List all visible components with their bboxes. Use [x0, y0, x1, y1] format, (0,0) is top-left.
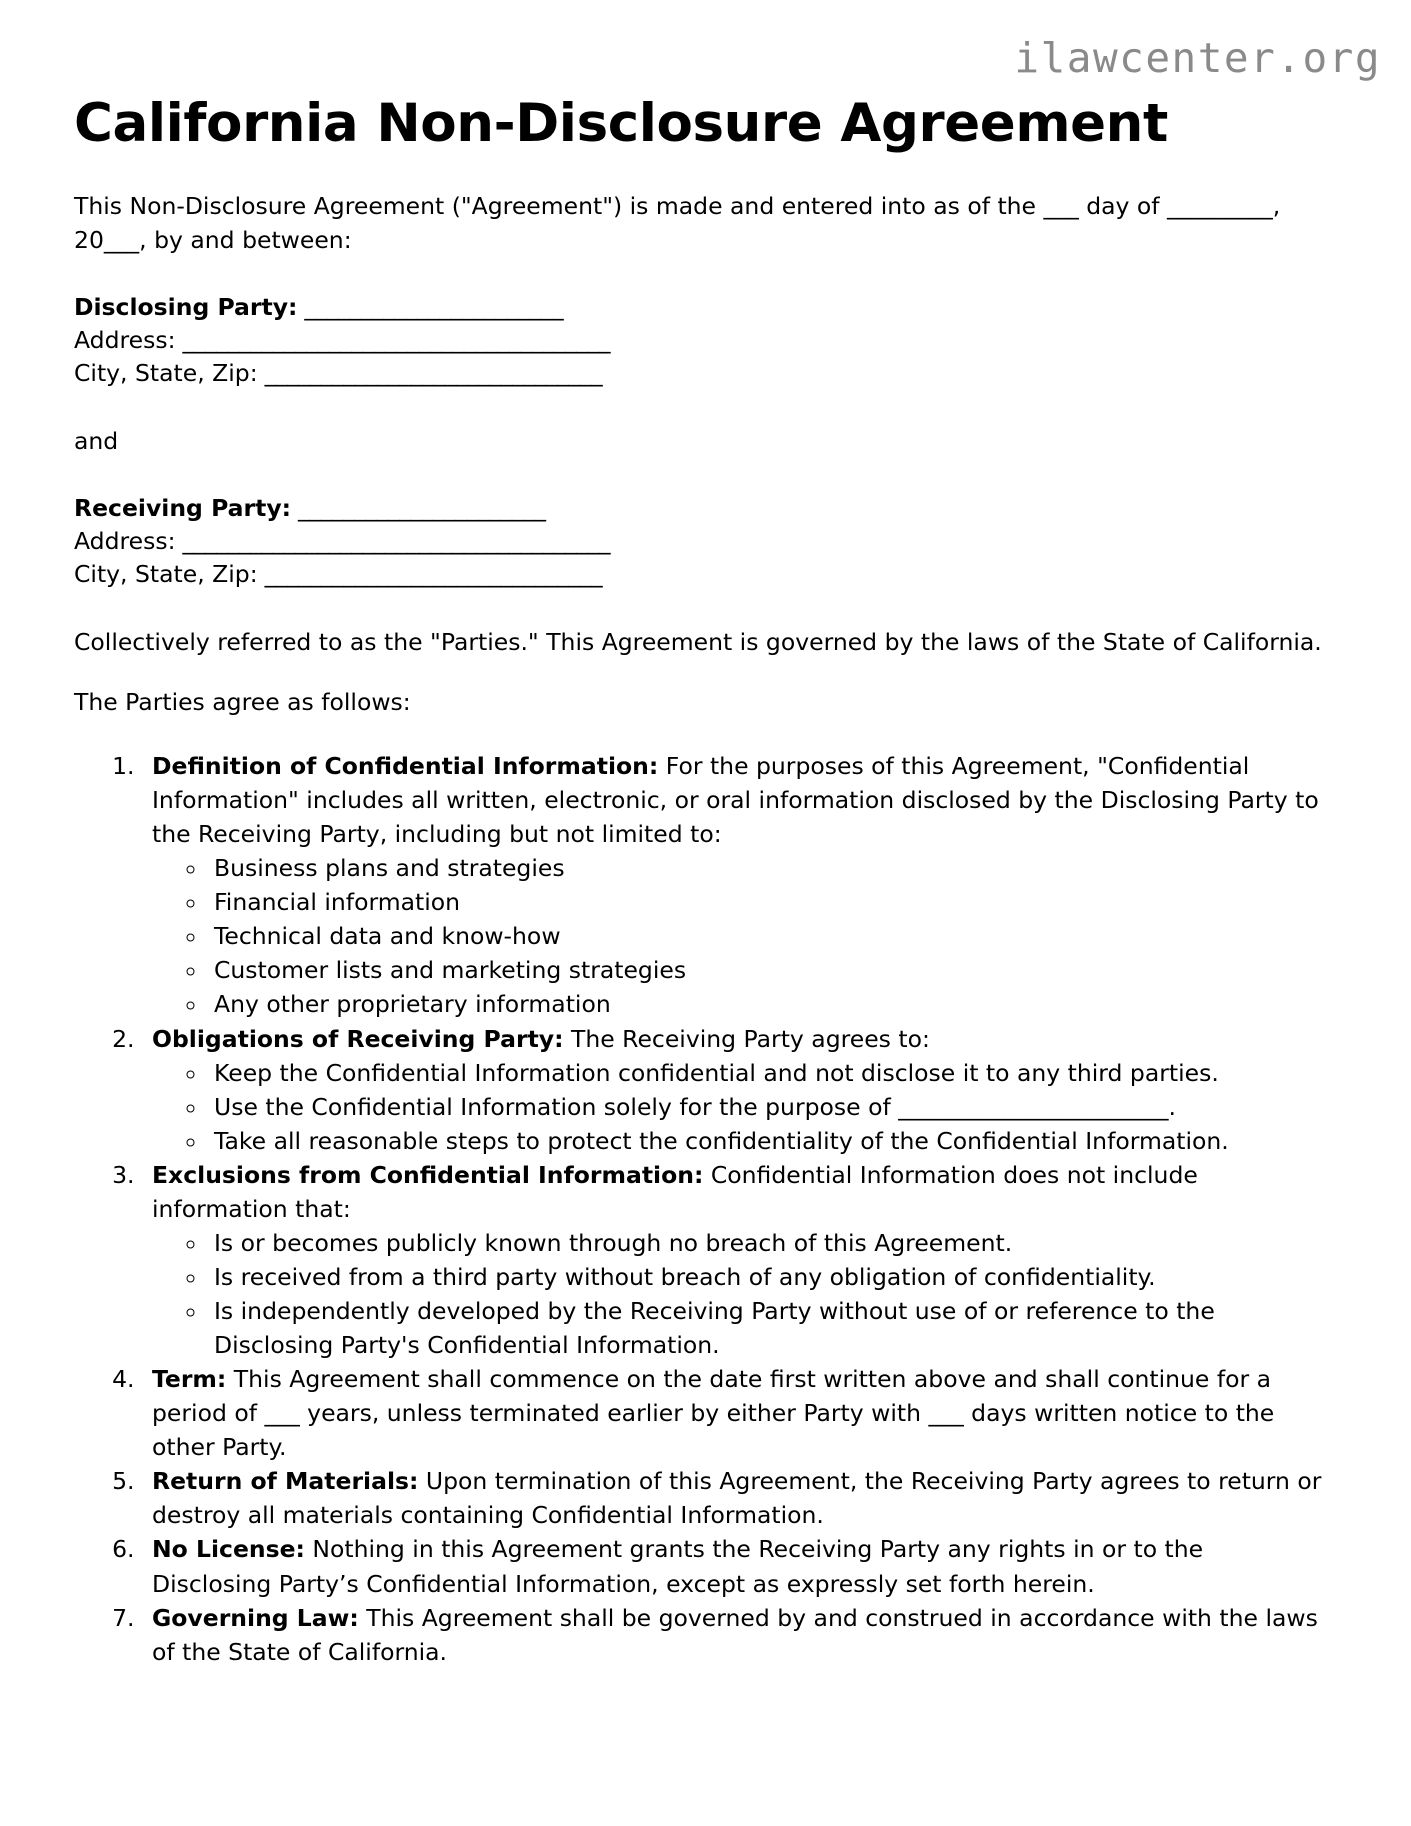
- clause-title: No License:: [152, 1535, 305, 1564]
- clause-subitem: ◦ Financial information: [208, 885, 1325, 919]
- receiving-party-label: Receiving Party:: [74, 494, 292, 523]
- receiving-party-address-line: [74, 525, 1325, 558]
- site-watermark: ilawcenter.org: [1014, 34, 1381, 82]
- spacer: [74, 458, 1325, 492]
- disclosing-party-address-blank[interactable]: ______________________________________: [175, 326, 610, 355]
- disclosing-party-name-blank[interactable]: _______________________: [297, 293, 564, 322]
- clause-subitem: ◦ Is or becomes publicly known through no breach of this Agreement.: [208, 1226, 1325, 1260]
- clause-subitem: ◦ Any other proprietary information: [208, 987, 1325, 1021]
- clause-body: Confidential Information does not include information that:: [152, 1160, 1198, 1223]
- receiving-party-name-line: [74, 492, 1325, 525]
- clause-body: Upon termination of this Agreement, the Receiving Party agrees to return or destroy all materials containing Confidential Information.: [152, 1467, 1322, 1530]
- clause-body: This Agreement shall be governed by and construed in accordance with the laws of the State of California.: [152, 1603, 1318, 1666]
- clause-item: [142, 1158, 1325, 1362]
- clause-title: Obligations of Receiving Party:: [152, 1024, 564, 1053]
- disclosing-party-city-blank[interactable]: ______________________________: [257, 359, 603, 388]
- clause-body: For the purposes of this Agreement, "Confidential Information" includes all written, electronic, or oral information disclosed by the Disclosing Party to the Receiving Party, including but not limited to:: [152, 752, 1319, 849]
- clause-subitem: ◦ Keep the Confidential Information confidential and not disclose it to any third parties.: [208, 1056, 1325, 1090]
- spacer: [74, 257, 1325, 291]
- clause-body: Nothing in this Agreement grants the Receiving Party any rights in or to the Disclosing Party’s Confidential Information, except as expressly set forth herein.: [152, 1535, 1204, 1598]
- spacer: [74, 659, 1325, 685]
- receiving-party-city-line: [74, 558, 1325, 591]
- clause-item: [142, 1601, 1325, 1669]
- clause-body: The Receiving Party agrees to:: [563, 1024, 930, 1053]
- conjunction-and: and: [74, 427, 119, 456]
- clause-sublist: [152, 851, 1325, 1021]
- clause-item: [142, 749, 1325, 1022]
- clause-item: [142, 1022, 1325, 1158]
- page-title: California Non-Disclosure Agreement: [74, 93, 1168, 154]
- clause-subitem: ◦ Technical data and know-how: [208, 919, 1325, 953]
- spacer: [74, 390, 1325, 424]
- clause-item: [142, 1464, 1325, 1532]
- disclosing-party-label: Disclosing Party:: [74, 293, 298, 322]
- clause-subitem: ◦ Use the Confidential Information solely for the purpose of _______________________.: [208, 1090, 1325, 1124]
- agree-lead-paragraph: The Parties agree as follows:: [74, 687, 411, 716]
- clause-item: [142, 1362, 1325, 1464]
- receiving-party-address-blank[interactable]: ______________________________________: [175, 527, 610, 556]
- receiving-party-name-blank[interactable]: ______________________: [291, 494, 546, 523]
- clause-title: Term:: [152, 1365, 227, 1394]
- receiving-party-address-label: Address:: [74, 527, 176, 556]
- clause-subitem: ◦ Is independently developed by the Receiving Party without use of or reference to the Disclosing Party's Confidential Information.: [208, 1294, 1325, 1362]
- clause-sublist: [152, 1056, 1325, 1158]
- disclosing-party-city-label: City, State, Zip:: [74, 359, 258, 388]
- receiving-party-city-blank[interactable]: ______________________________: [257, 560, 603, 588]
- collectively-paragraph: Collectively referred to as the "Parties." This Agreement is governed by the laws of the State of California.: [74, 627, 1322, 656]
- clause-title: Governing Law:: [152, 1603, 359, 1632]
- clause-list: [74, 749, 1325, 1669]
- clause-sublist: [152, 1226, 1325, 1362]
- clause-subitem: ◦ Is received from a third party without breach of any obligation of confidentiality.: [208, 1260, 1325, 1294]
- receiving-party-block: [74, 492, 1325, 591]
- intro-paragraph: This Non-Disclosure Agreement ("Agreement") is made and entered into as of the ___ day of _________, 20___, by and between:: [74, 192, 1281, 255]
- clause-subitem: ◦ Business plans and strategies: [208, 851, 1325, 885]
- disclosing-party-address-line: [74, 324, 1325, 357]
- clause-title: Exclusions from Confidential Information:: [152, 1160, 704, 1189]
- disclosing-party-name-line: [74, 291, 1325, 324]
- disclosing-party-block: [74, 291, 1325, 390]
- clause-item: [142, 1532, 1325, 1600]
- document-body: [74, 189, 1325, 1668]
- clause-title: Definition of Confidential Information:: [152, 752, 659, 781]
- clause-title: Return of Materials:: [152, 1467, 419, 1496]
- receiving-party-city-label: City, State, Zip:: [74, 560, 258, 588]
- spacer: [74, 591, 1325, 625]
- disclosing-party-city-line: [74, 357, 1325, 390]
- disclosing-party-address-label: Address:: [74, 326, 176, 355]
- clause-subitem: ◦ Take all reasonable steps to protect the confidentiality of the Confidential Information.: [208, 1124, 1325, 1158]
- clause-body: This Agreement shall commence on the date first written above and shall continue for a period of ___ years, unless terminated earlier by either Party with ___ days written notice to the other Party.: [152, 1365, 1275, 1462]
- clause-subitem: ◦ Customer lists and marketing strategies: [208, 953, 1325, 987]
